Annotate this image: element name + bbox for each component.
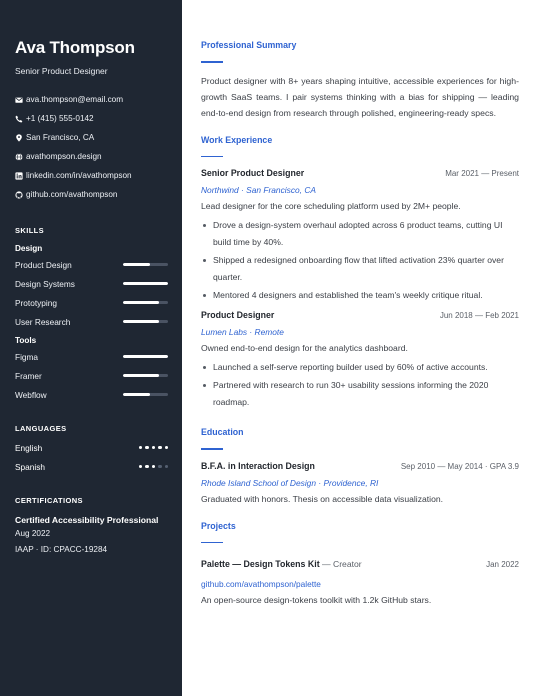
candidate-title: Senior Product Designer bbox=[15, 66, 108, 76]
projects-heading: Projects bbox=[201, 520, 236, 531]
tool-level-bar bbox=[123, 374, 168, 377]
tool-level-fill bbox=[123, 374, 159, 377]
skill-level-bar bbox=[123, 282, 168, 285]
skill-level-bar bbox=[123, 301, 168, 304]
project-name: Palette — Design Tokens Kit bbox=[201, 559, 320, 569]
skill-row bbox=[15, 255, 168, 274]
proficiency-dot-filled bbox=[139, 446, 143, 450]
languages-heading: LANGUAGES bbox=[15, 424, 67, 433]
summary-text: Product designer with 8+ years shaping intuitive, accessible experiences for high-growth SaaS teams. I pair systems thinking with a bias for shipping — leading end-to-end design from research through polished, engineering-ready specs. bbox=[201, 75, 519, 118]
section-divider bbox=[201, 156, 223, 158]
contact-website[interactable] bbox=[15, 147, 168, 166]
skill-name: Design Systems bbox=[15, 278, 75, 289]
linkedin-icon bbox=[15, 172, 23, 180]
contact-phone[interactable] bbox=[15, 109, 168, 128]
skill-level-fill bbox=[123, 320, 159, 323]
job-role: Senior Product Designer bbox=[201, 168, 305, 178]
skill-level-fill bbox=[123, 282, 168, 285]
certification-id: IAAP · ID: CPACC-19284 bbox=[15, 545, 108, 554]
contact-linkedin-text: linkedin.com/in/avathompson bbox=[26, 171, 132, 180]
language-name: Spanish bbox=[15, 461, 45, 472]
contact-linkedin[interactable] bbox=[15, 166, 168, 185]
tool-row bbox=[15, 366, 168, 385]
proficiency-dot-filled bbox=[152, 465, 156, 469]
tool-name: Framer bbox=[15, 370, 42, 381]
design-skill-list bbox=[15, 255, 168, 331]
project-date: Jan 2022 bbox=[486, 560, 519, 569]
education-heading: Education bbox=[201, 427, 244, 437]
job-description: Owned end-to-end design for the analytics dashboard. bbox=[201, 343, 408, 353]
skill-row bbox=[15, 293, 168, 312]
proficiency-dot-filled bbox=[158, 446, 162, 450]
proficiency-dot-filled bbox=[165, 446, 169, 450]
projects-section bbox=[201, 521, 519, 606]
contact-website-text: avathompson.design bbox=[26, 152, 102, 161]
skill-level-bar bbox=[123, 263, 168, 266]
project-title bbox=[201, 554, 362, 572]
job-achievements bbox=[201, 217, 519, 304]
project-role: — Creator bbox=[319, 559, 362, 569]
education-header bbox=[201, 461, 519, 471]
job-achievements bbox=[201, 359, 519, 411]
education-section bbox=[201, 427, 519, 504]
section-divider bbox=[201, 61, 223, 63]
summary-heading: Professional Summary bbox=[201, 40, 297, 50]
project-header bbox=[201, 554, 519, 572]
tool-row bbox=[15, 385, 168, 404]
education-dates: Sep 2010 — May 2014 · GPA 3.9 bbox=[400, 461, 519, 471]
contact-github[interactable] bbox=[15, 185, 168, 204]
tool-level-bar bbox=[123, 355, 168, 358]
contact-email-text: ava.thompson@email.com bbox=[26, 95, 124, 104]
proficiency-dot-filled bbox=[152, 446, 156, 450]
tool-row bbox=[15, 347, 168, 366]
language-proficiency-dots bbox=[139, 465, 169, 469]
achievement-item: Mentored 4 designers and established the team's weekly critique ritual. bbox=[201, 287, 519, 304]
job-dates: Jun 2018 — Feb 2021 bbox=[439, 311, 519, 320]
language-row bbox=[15, 457, 168, 476]
section-divider bbox=[201, 542, 223, 544]
candidate-name: Ava Thompson bbox=[15, 38, 135, 57]
job-company: Northwind · San Francisco, CA bbox=[201, 185, 316, 195]
tool-name: Webflow bbox=[15, 389, 47, 400]
skill-level-fill bbox=[123, 301, 159, 304]
proficiency-dot-filled bbox=[145, 465, 149, 469]
proficiency-dot-empty bbox=[158, 465, 162, 469]
design-skills-heading: Design bbox=[15, 244, 43, 253]
envelope-icon bbox=[15, 96, 23, 104]
job-header bbox=[201, 168, 519, 178]
school: Rhode Island School of Design · Providence, RI bbox=[201, 477, 379, 488]
certification-date: Aug 2022 bbox=[15, 529, 51, 538]
contact-location-text: San Francisco, CA bbox=[26, 133, 95, 142]
achievement-item: Launched a self-serve reporting builder used by 60% of active accounts. bbox=[201, 359, 519, 376]
job-entry bbox=[201, 310, 519, 411]
skill-name: User Research bbox=[15, 316, 71, 327]
github-icon bbox=[15, 191, 23, 199]
achievement-item: Partnered with research to run 30+ usability sessions informing the 2020 roadmap. bbox=[201, 377, 519, 411]
project-link[interactable]: github.com/avathompson/palette bbox=[201, 579, 321, 589]
proficiency-dot-filled bbox=[139, 465, 143, 469]
experience-section bbox=[201, 135, 519, 412]
language-list bbox=[15, 438, 168, 476]
job-dates: Mar 2021 — Present bbox=[445, 169, 519, 178]
tool-name: Figma bbox=[15, 351, 39, 362]
tool-level-fill bbox=[123, 355, 168, 358]
tools-heading: Tools bbox=[15, 336, 37, 345]
achievement-item: Drove a design-system overhaul adopted across 6 product teams, cutting UI build time by 40%. bbox=[201, 217, 519, 251]
project-description: An open-source design-tokens toolkit with 1.2k GitHub stars. bbox=[201, 595, 432, 605]
skill-level-bar bbox=[123, 320, 168, 323]
language-row bbox=[15, 438, 168, 457]
certifications-heading: CERTIFICATIONS bbox=[15, 496, 83, 505]
language-proficiency-dots bbox=[139, 446, 169, 450]
contact-email[interactable] bbox=[15, 90, 168, 109]
experience-heading: Work Experience bbox=[201, 134, 273, 145]
globe-icon bbox=[15, 153, 23, 161]
proficiency-dot-filled bbox=[145, 446, 149, 450]
skill-name: Product Design bbox=[15, 259, 72, 270]
proficiency-dot-empty bbox=[165, 465, 169, 469]
language-name: English bbox=[15, 442, 43, 453]
contact-location bbox=[15, 128, 168, 147]
skill-row bbox=[15, 312, 168, 331]
degree: B.F.A. in Interaction Design bbox=[201, 460, 315, 471]
job-company: Lumen Labs · Remote bbox=[201, 327, 284, 337]
achievement-item: Shipped a redesigned onboarding flow that lifted activation 23% quarter over quarter. bbox=[201, 252, 519, 286]
job-entry bbox=[201, 168, 519, 304]
job-role: Product Designer bbox=[201, 310, 275, 320]
contact-github-text: github.com/avathompson bbox=[26, 190, 118, 199]
contact-phone-text: +1 (415) 555-0142 bbox=[26, 114, 94, 123]
summary-section bbox=[201, 40, 519, 121]
skill-level-fill bbox=[123, 263, 150, 266]
contact-list bbox=[15, 90, 168, 204]
main-content bbox=[182, 0, 536, 696]
tool-level-bar bbox=[123, 393, 168, 396]
skills-heading: SKILLS bbox=[15, 226, 45, 235]
certification-name: Certified Accessibility Professional bbox=[15, 515, 159, 525]
location-pin-icon bbox=[15, 134, 23, 142]
skill-name: Prototyping bbox=[15, 297, 57, 308]
job-header bbox=[201, 310, 519, 320]
phone-icon bbox=[15, 115, 23, 123]
section-divider bbox=[201, 448, 223, 450]
sidebar bbox=[0, 0, 182, 696]
tool-list bbox=[15, 347, 168, 404]
job-description: Lead designer for the core scheduling platform used by 2M+ people. bbox=[201, 201, 461, 211]
tool-level-fill bbox=[123, 393, 150, 396]
skill-row bbox=[15, 274, 168, 293]
education-description: Graduated with honors. Thesis on accessible data visualization. bbox=[201, 493, 444, 504]
